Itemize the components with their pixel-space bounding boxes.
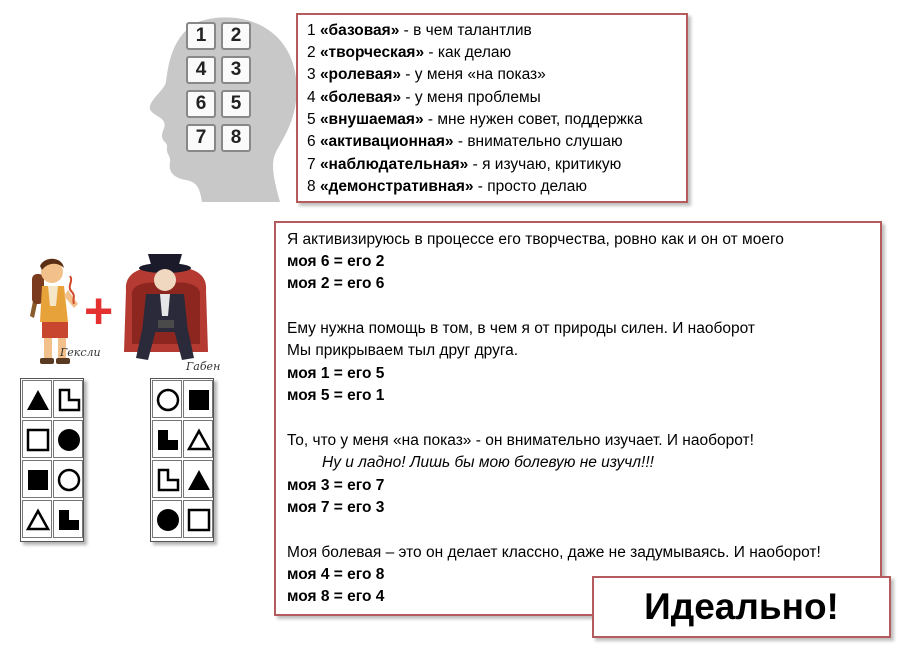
symbol-cell <box>22 380 52 418</box>
symbol-cell <box>183 500 213 538</box>
legend-row: 1 «базовая» - в чем талантлив <box>307 22 532 39</box>
corner-outline-icon <box>156 468 180 492</box>
circle-outline-icon <box>156 388 180 412</box>
symbol-cell <box>53 420 83 458</box>
function-cell: 5 <box>221 90 251 118</box>
symbol-cell <box>152 460 182 498</box>
triangle-filled-icon <box>26 388 50 412</box>
verdict-banner: Идеально! <box>592 576 891 638</box>
triangle-filled-icon <box>187 468 211 492</box>
triangle-outline-icon <box>26 508 50 532</box>
symbol-cell <box>152 380 182 418</box>
circle-filled-icon <box>57 428 81 452</box>
symbol-cell <box>53 460 83 498</box>
explanation-text: Мы прикрываем тыл друг друга. <box>287 342 519 359</box>
right-symbol-table <box>150 378 214 542</box>
explanation-mapping: моя 2 = его 6 <box>287 275 385 292</box>
legend-row: 5 «внушаемая» - мне нужен совет, поддержка <box>307 111 643 128</box>
character-label-right: Габен <box>186 360 221 373</box>
explanation-text: То, что у меня «на показ» - он внимательно изучает. И наоборот! <box>287 432 754 449</box>
symbol-cell <box>53 380 83 418</box>
symbol-cell <box>183 460 213 498</box>
explanation-mapping: моя 3 = его 7 <box>287 477 385 494</box>
plus-icon: + <box>84 283 114 339</box>
symbol-cell <box>22 500 52 538</box>
square-filled-icon <box>187 388 211 412</box>
gabin-character-illustration <box>118 240 214 368</box>
triangle-outline-icon <box>187 428 211 452</box>
legend-row: 2 «творческая» - как делаю <box>307 44 512 61</box>
explanation-mapping: моя 5 = его 1 <box>287 387 385 404</box>
symbol-cell <box>183 420 213 458</box>
compatibility-explanation <box>274 221 882 616</box>
symbol-cell <box>152 420 182 458</box>
legend-row: 4 «болевая» - у меня проблемы <box>307 89 541 106</box>
explanation-aside: Ну и ладно! Лишь бы мою болевую не изучл!!! <box>322 454 654 471</box>
function-cell: 8 <box>221 124 251 152</box>
square-outline-icon <box>26 428 50 452</box>
function-cell: 6 <box>186 90 216 118</box>
symbol-cell <box>152 500 182 538</box>
circle-outline-icon <box>57 468 81 492</box>
legend-row: 6 «активационная» - внимательно слушаю <box>307 133 623 150</box>
functions-legend <box>296 13 688 203</box>
corner-outline-icon <box>57 388 81 412</box>
square-filled-icon <box>26 468 50 492</box>
legend-row: 3 «ролевая» - у меня «на показ» <box>307 66 546 83</box>
explanation-text: Ему нужна помощь в том, в чем я от природы силен. И наоборот <box>287 320 755 337</box>
explanation-text: Я активизируюсь в процессе его творчества, ровно как и он от моего <box>287 231 784 248</box>
symbol-cell <box>22 460 52 498</box>
circle-filled-icon <box>156 508 180 532</box>
explanation-text: Моя болевая – это он делает классно, даже не задумываясь. И наоборот! <box>287 544 821 561</box>
character-label-left: Гексли <box>60 346 101 359</box>
function-cell: 1 <box>186 22 216 50</box>
explanation-mapping: моя 6 = его 2 <box>287 253 385 270</box>
symbol-cell <box>183 380 213 418</box>
corner-filled-icon <box>57 508 81 532</box>
function-cell: 4 <box>186 56 216 84</box>
explanation-mapping: моя 7 = его 3 <box>287 499 385 516</box>
explanation-mapping: моя 4 = его 8 <box>287 566 385 583</box>
left-symbol-table <box>20 378 84 542</box>
symbol-cell <box>53 500 83 538</box>
corner-filled-icon <box>156 428 180 452</box>
function-cell: 7 <box>186 124 216 152</box>
symbol-cell <box>22 420 52 458</box>
square-outline-icon <box>187 508 211 532</box>
legend-row: 8 «демонстративная» - просто делаю <box>307 178 587 195</box>
functions-grid <box>186 22 254 154</box>
explanation-mapping: моя 1 = его 5 <box>287 365 385 382</box>
function-cell: 3 <box>221 56 251 84</box>
legend-row: 7 «наблюдательная» - я изучаю, критикую <box>307 156 622 173</box>
explanation-mapping: моя 8 = его 4 <box>287 588 385 605</box>
function-cell: 2 <box>221 22 251 50</box>
